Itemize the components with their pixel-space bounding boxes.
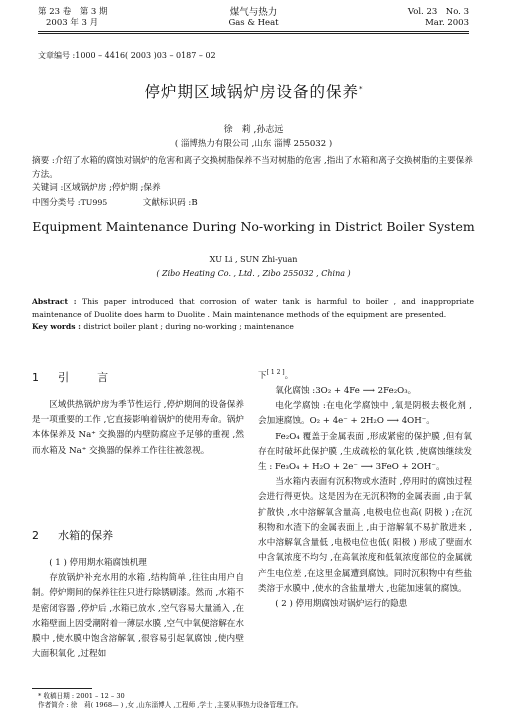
footnote (32, 692, 472, 709)
paper-title-en: Equipment Maintenance During No-working in District Boiler System (32, 219, 475, 234)
equation-label: 氧化腐蚀 : (275, 386, 316, 397)
section-2-body (32, 556, 244, 662)
journal-volume-en (408, 7, 469, 29)
paper-title-cn (0, 80, 507, 102)
volume-issue: 第 23 卷 第 3 期 (38, 7, 108, 17)
footnote-rule (32, 688, 92, 689)
received-date: * 收稿日期 : 2001 – 12 – 30 (38, 692, 125, 700)
issue-date: 2003 年 3 月 (46, 18, 99, 28)
section-1-title: 引 言 (58, 371, 111, 384)
title-footnote-mark: * (359, 84, 363, 93)
keywords-cn-label: 关键词 : (32, 183, 64, 193)
equation-text: 3O₂ + 4Fe ⟶ 2Fe₂O₃。 (315, 386, 417, 397)
abstract-en (32, 296, 474, 334)
section-2-number: 2 (32, 529, 39, 542)
doc-code-label: 文献标识码 : (142, 198, 192, 208)
paragraph-deposits: 当水箱内表面有沉积物或水渣时 ,停用时的腐蚀过程会进行得更快。这是因为在无沉积物的金属表面 ,由于氧扩散快 ,水中溶解氧含量高 ,电极电位也高( 阴极 ) ;在沉积物和水渣下的金属表面上 ,由于溶解氧不易扩散进来 ,水中溶解氧含量低 ,电极电位也低( 阳极 ) 形成了壁面水中含氧浓度不均匀 ,在高氧浓度和低氧浓度部位的金属就产生电位差 ,在这里金属遭到腐蚀。同时沉积物中有些盐类溶于水膜中 ,使水的含盐量增大 ,也能加速氧的腐蚀。 (258, 477, 472, 594)
keywords-cn (32, 182, 474, 196)
subsection-2-title: ( 2 ) 停用期腐蚀对锅炉运行的隐患 (275, 598, 408, 609)
affiliation-en: ( Zibo Heating Co. , Ltd. , Zibo 255032 , China ) (156, 269, 351, 278)
header-rule-thin (38, 33, 469, 34)
clc-value: TU995 (80, 198, 108, 207)
clc-label: 中图分类号 : (32, 198, 81, 208)
right-column (258, 365, 472, 612)
subsection-1-title: ( 1 ) 停用期水箱腐蚀机理 (49, 558, 147, 568)
keywords-en-text: district boiler plant ; during no-working ; maintenance (83, 322, 294, 331)
section-1-body (32, 398, 244, 459)
author-bio: 作者简介 : 徐 莉( 1968— ) ,女 ,山东淄博人 ,工程师 ,学士 ,主要从事热力设备管理工作。 (38, 700, 303, 709)
date-en: Mar. 2003 (425, 18, 469, 28)
section-1-number: 1 (32, 371, 39, 384)
keywords-en-label: Key words : (32, 322, 81, 331)
journal-name-en: Gas & Heat (228, 18, 279, 28)
section-2-title: 水箱的保养 (58, 529, 114, 542)
authors-en: XU Li , SUN Zhi-yuan (209, 255, 298, 264)
title-text: 停炉期区域锅炉房设备的保养 (144, 83, 359, 101)
abstract-en-label: Abstract : (32, 297, 77, 306)
paragraph-electrochemical: 电化学腐蚀 :在电化学腐蚀中 ,氧是阴极去极化剂 ,会加速腐蚀。O₂ + 4e⁻ + 2H₂O ⟶ 4OH⁻。 (258, 401, 472, 427)
abstract-cn-text: 介绍了水箱的腐蚀对锅炉的危害和离子交换树脂保养不当对树脂的危害 ,指出了水箱和离子交换树脂的主要保养方法。 (32, 156, 473, 180)
reference-mark: [ 1 2 ] (266, 369, 285, 376)
volume-en: Vol. 23 No. 3 (407, 7, 469, 17)
continuation-line: 下[ 1 2 ]。 (258, 369, 294, 381)
equation-oxidation (258, 384, 472, 399)
keywords-en (32, 321, 474, 334)
abstract-en-text: This paper introduced that corrosion of water tank is harmful to boiler , and inappropriate maintenance of Duolite does harm to Duolite . Main maintenance methods of the equipment are presented. (32, 297, 475, 319)
keywords-cn-text: 区域锅炉房 ;停炉期 ;保养 (63, 183, 161, 193)
article-number: 文章编号 :1000 – 4416( 2003 )03 – 0187 – 02 (38, 51, 216, 60)
section-1-heading (32, 366, 244, 385)
subsection-1-paragraph: 存放锅炉补充水用的水箱 ,结构简单 ,往往由用户自制。停炉期间的保养往往只进行除锈刷漆。然而 ,水箱不是密闭容器 ,停炉后 ,水箱已放水 ,空气容易大量涌入 ,在水箱壁面上因受潮附着一薄层水膜 ,空气中氧便溶解在水膜中 ,使水膜中饱含溶解氧 ,很容易引起氧腐蚀 ,使内壁大面积氧化 ,过程如 (32, 573, 244, 660)
classification (32, 196, 474, 211)
header-rule (38, 31, 469, 32)
section-1-paragraph: 区域供热锅炉房为季节性运行 ,停炉期间的设备保养是一项重要的工作 ,它直接影响着锅炉的使用寿命。锅炉本体保养及 Na⁺ 交换器的内壁防腐应予足够的重视 ,然而水箱及 Na⁺ 交换器的保养工作往往被忽视。 (32, 400, 244, 456)
journal-name-cn: 煤气与热力 (229, 7, 278, 18)
affiliation-cn: ( 淄博热力有限公司 ,山东 淄博 255032 ) (174, 139, 333, 149)
authors-cn: 徐 莉 ,孙志远 (223, 125, 284, 135)
paragraph-protective-film: Fe₂O₄ 覆盖于金属表面 ,形成紧密的保护膜 ,但有氧存在时破坏此保护膜 ,生成疏松的氧化铁 ,使腐蚀继续发生 : Fe₃O₄ + H₂O + 2e⁻ ⟶ 3FeO + 2OH⁻。 (258, 431, 472, 473)
abstract-cn (32, 155, 474, 182)
doc-code-value: B (191, 198, 198, 208)
section-2-heading (32, 524, 244, 543)
abstract-cn-label: 摘要 : (32, 156, 55, 166)
